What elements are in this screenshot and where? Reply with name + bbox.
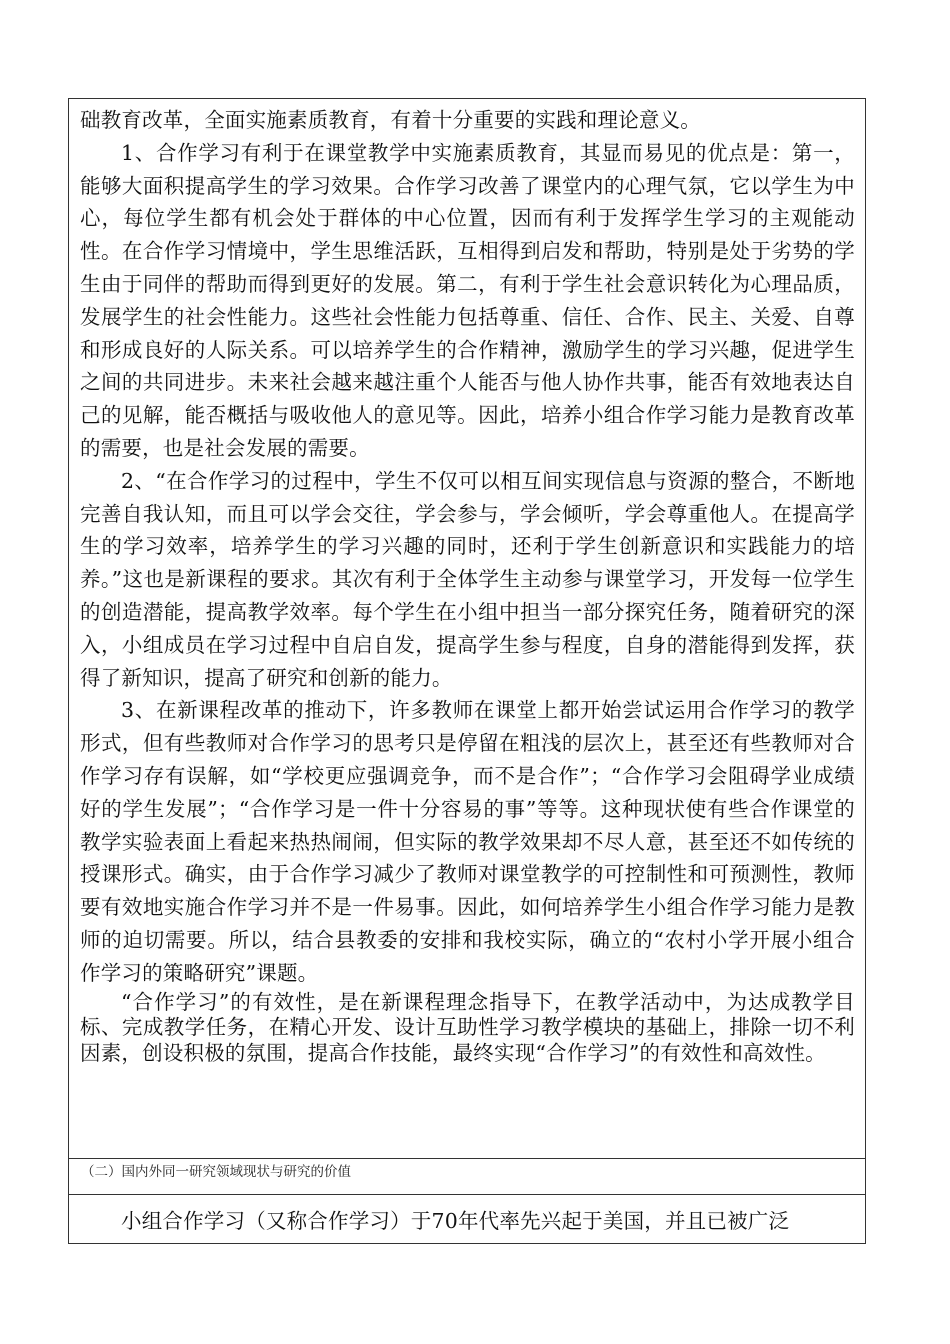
section-heading: （二）国内外同一研究领域现状与研究的价值 — [69, 1159, 865, 1195]
paragraph-2: 2、“在合作学习的过程中，学生不仅可以相互间实现信息与资源的整合，不断地完善自我认知，而且可以学会交往，学会参与，学会倾听，学会尊重他人。在提高学生的学习效率，培养学生的学习兴趣的同时，还利于学生创新意识和实践能力的培养。”这也是新课程的要求。其次有利于全体学生主动参与课堂学习，开发每一位学生的创造潜能，提高教学效率。每个学生在小组中担当一部分探究任务，随着研究的深入，小组成员在学习过程中自启自发，提高学生参与程度，自身的潜能得到发挥，获得了新知识，提高了研究和创新的能力。 — [80, 468, 855, 690]
paragraph-4: “合作学习”的有效性，是在新课程理念指导下，在教学活动中，为达成教学目标、完成教学任务，在精心开发、设计互助性学习教学模块的基础上，排除一切不利因素，创设积极的氛围，提高合作技能，最终实现“合作学习”的有效性和高效性。 — [80, 989, 855, 1065]
paragraph-3: 3、在新课程改革的推动下，许多教师在课堂上都开始尝试运用合作学习的教学形式，但有些教师对合作学习的思考只是停留在粗浅的层次上，甚至还有些教师对合作学习存有误解，如“学校更应强调竞争，而不是合作”；“合作学习会阻碍学业成绩好的学生发展”；“合作学习是一件十分容易的事”等等。这种现状使有些合作课堂的教学实验表面上看起来热热闹闹，但实际的教学效果却不尽人意，甚至还不如传统的授课形式。确实，由于合作学习减少了教师对课堂教学的可控制性和可预测性，教师要有效地实施合作学习并不是一件易事。因此，如何培养学生小组合作学习能力是教师的迫切需要。所以，结合县教委的安排和我校实际，确立的“农村小学开展小组合作学习的策略研究”课题。 — [80, 698, 855, 985]
document-table — [68, 98, 866, 1244]
paragraph-1: 1、合作学习有利于在课堂教学中实施素质教育，其显而易见的优点是：第一，能够大面积提高学生的学习效果。合作学习改善了课堂内的心理气氛，它以学生为中心，每位学生都有机会处于群体的中心位置，因而有利于发挥学生学习的主观能动性。在合作学习情境中，学生思维活跃，互相得到启发和帮助，特别是处于劣势的学生由于同伴的帮助而得到更好的发展。第二，有利于学生社会意识转化为心理品质，发展学生的社会性能力。这些社会性能力包括尊重、信任、合作、民主、关爱、自尊和形成良好的人际关系。可以培养学生的合作精神，激励学生的学习兴趣，促进学生之间的共同进步。未来社会越来越注重个人能否与他人协作共事，能否有效地表达自己的见解，能否概括与吸收他人的意见等。因此，培养小组合作学习能力是教育改革的需要，也是社会发展的需要。 — [80, 140, 855, 460]
paragraph-0: 础教育改革，全面实施素质教育，有着十分重要的实践和理论意义。 — [80, 108, 701, 132]
body-text-cell — [69, 99, 865, 1159]
last-paragraph: 小组合作学习（又称合作学习）于70年代率先兴起于美国，并且已被广泛 — [121, 1209, 790, 1233]
